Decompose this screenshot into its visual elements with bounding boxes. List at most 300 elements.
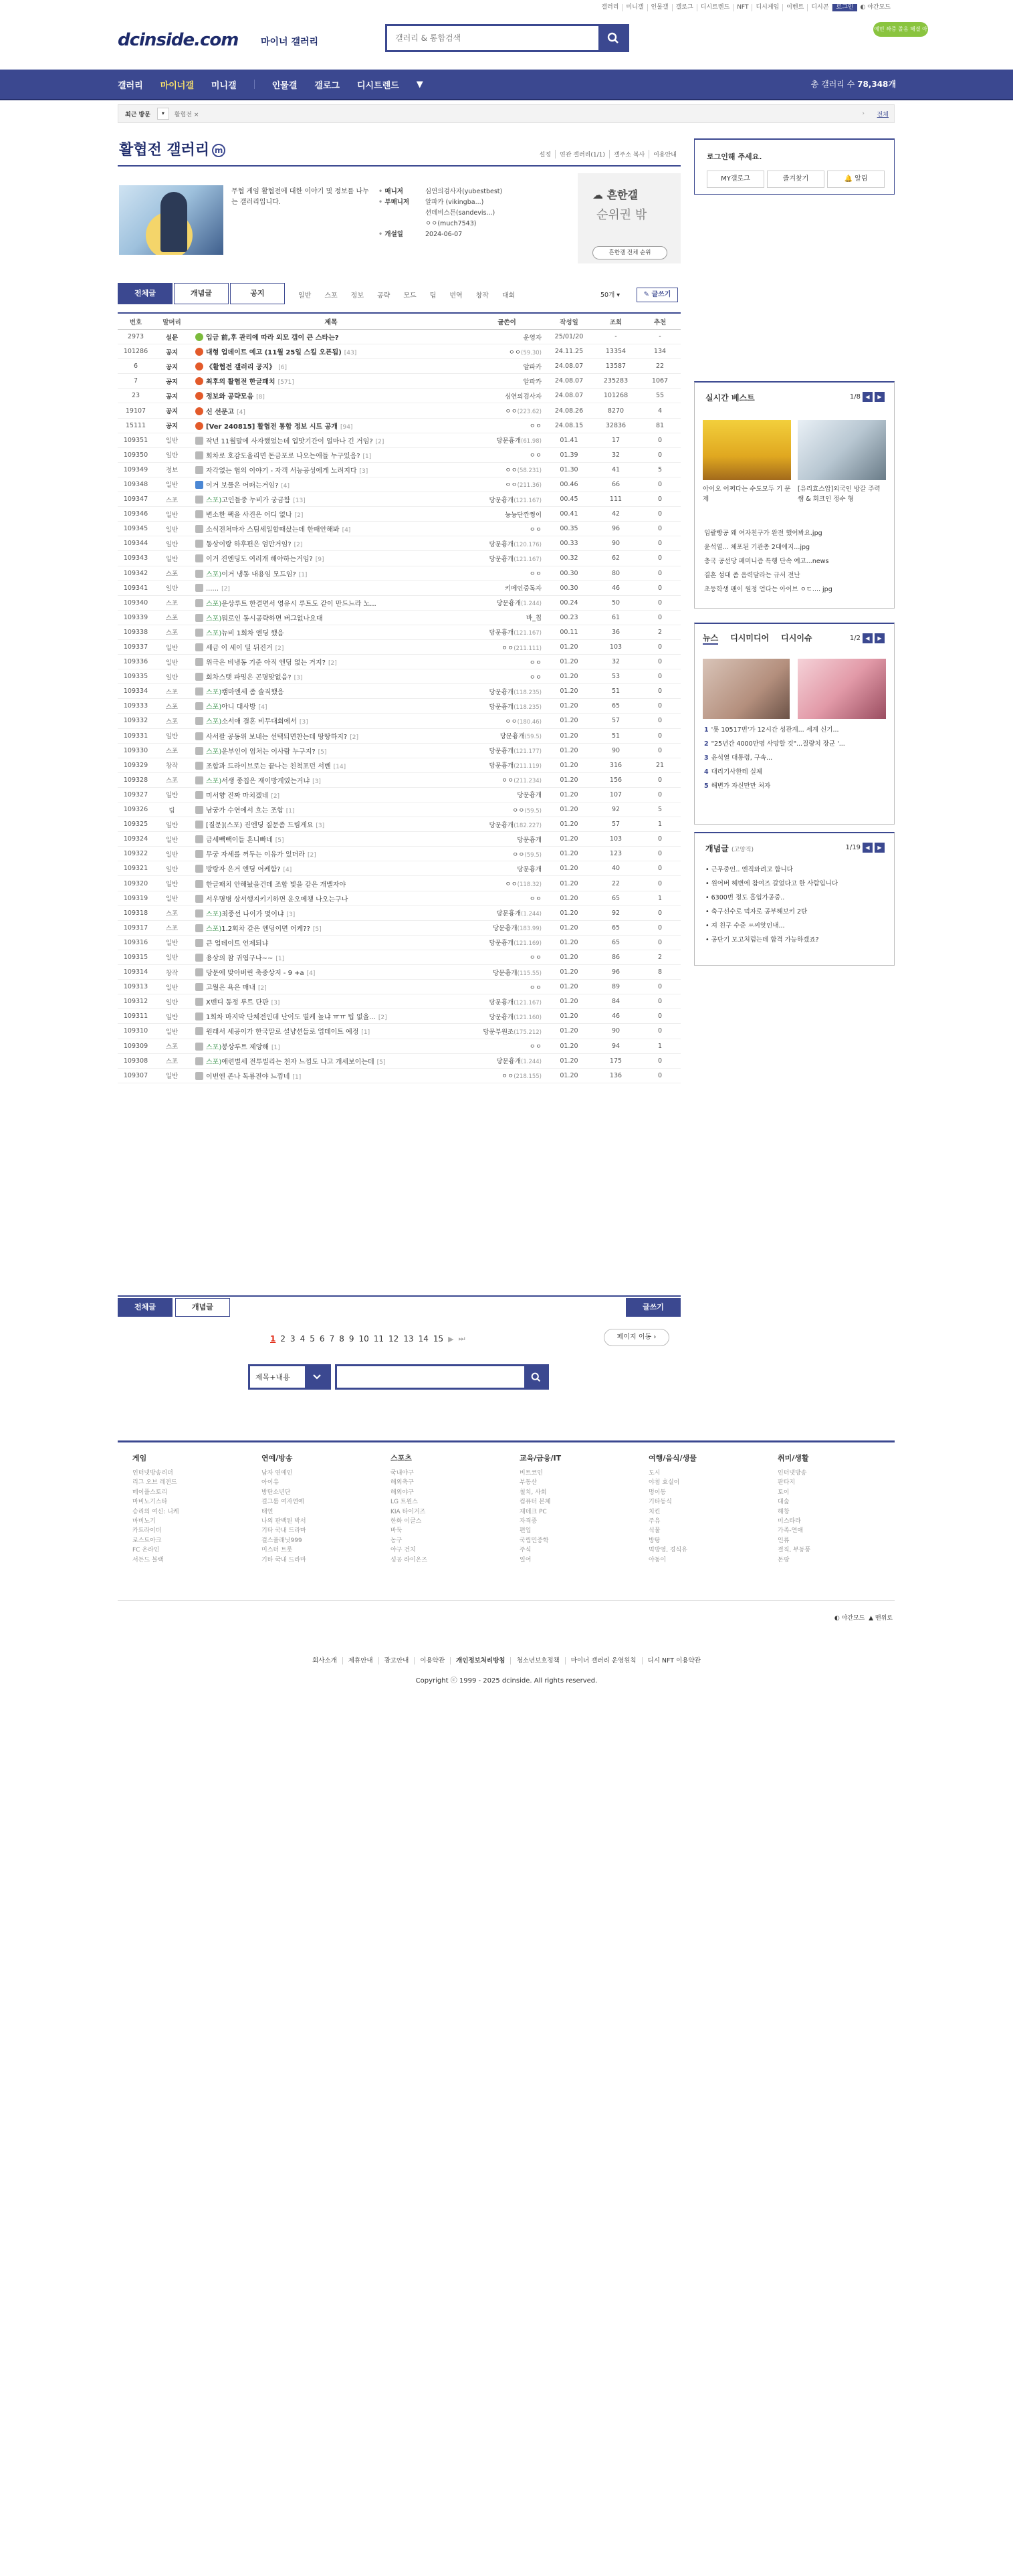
rank-all-button[interactable]: 흔한갤 전체 순위 [592, 246, 667, 259]
writer-name[interactable]: 당문흉개 [489, 762, 514, 770]
list-size-select[interactable]: 50개 ▾ [600, 292, 621, 299]
post-title[interactable] [190, 760, 472, 770]
writer-name[interactable]: ㅇㅇ [505, 481, 518, 490]
next-page-icon[interactable]: ▶ [448, 1334, 454, 1344]
table-row[interactable] [118, 566, 681, 581]
table-row[interactable] [118, 729, 681, 744]
table-row[interactable] [118, 744, 681, 758]
table-row[interactable] [118, 802, 681, 817]
notification-button[interactable]: 🔔 알림 [827, 171, 885, 188]
comment-count[interactable]: [2] [275, 645, 284, 653]
footer-link[interactable]: 로스트아크 [132, 1537, 162, 1544]
post-writer[interactable] [472, 1071, 546, 1080]
table-row[interactable] [118, 433, 681, 448]
table-row[interactable] [118, 980, 681, 994]
writer-name[interactable]: 키메인중독자 [504, 585, 542, 593]
footer-link[interactable]: 농구 [390, 1537, 403, 1544]
post-writer[interactable] [472, 627, 546, 637]
table-row[interactable] [118, 359, 681, 374]
post-title-text[interactable]: 입금 前,후 관리에 따라 외모 갭이 큰 스타는? [206, 334, 339, 342]
writer-name[interactable]: 당문흉개 [517, 836, 542, 844]
util-link[interactable]: 인물갤 [648, 4, 673, 11]
chevron-down-icon[interactable]: ▼ [416, 79, 423, 90]
post-writer[interactable] [472, 539, 546, 548]
table-row[interactable] [118, 1039, 681, 1054]
post-writer[interactable] [472, 495, 546, 504]
footer-link[interactable]: 나의 판백된 박서 [261, 1518, 306, 1525]
post-writer[interactable] [472, 820, 546, 829]
search-button[interactable] [598, 26, 627, 50]
post-writer[interactable] [472, 332, 546, 342]
meta-value[interactable]: 2024-06-07 [425, 231, 463, 238]
post-title[interactable] [190, 908, 472, 918]
table-row[interactable] [118, 344, 681, 359]
writer-name[interactable]: 당문흉개 [489, 821, 514, 829]
bottom-tab-concept[interactable]: 개념글 [175, 1298, 230, 1317]
comment-count[interactable]: [2] [378, 1014, 387, 1022]
writer-name[interactable]: ㅇㅇ [529, 984, 542, 992]
post-title[interactable] [190, 834, 472, 844]
post-writer[interactable] [472, 479, 546, 489]
footer-link[interactable]: 걸스플래닛999 [261, 1537, 302, 1544]
footer-link[interactable]: 멍이동 [649, 1489, 667, 1496]
comment-count[interactable]: [4] [281, 482, 290, 490]
post-writer[interactable] [472, 598, 546, 607]
post-title-text[interactable]: 대형 업데이트 예고 (11월 25일 스킬 오픈됨) [206, 349, 342, 357]
footer-link[interactable]: 국내야구 [390, 1470, 414, 1477]
post-writer[interactable] [472, 1041, 546, 1051]
post-title[interactable] [190, 686, 472, 696]
post-title[interactable] [190, 819, 472, 829]
head-filter[interactable]: 스포 [324, 292, 338, 300]
post-title[interactable] [190, 893, 472, 903]
best-thumb-1[interactable] [703, 420, 791, 480]
last-page-icon[interactable]: ⏭ [458, 1334, 465, 1343]
post-title[interactable] [190, 996, 472, 1006]
post-title-text[interactable]: 1.2회차 같은 엔딩이면 어케?? [221, 925, 310, 933]
post-title-text[interactable]: 당문에 맞아버린 축중상저 - 9 +a [206, 970, 304, 978]
footer-link[interactable]: 인터넷방송리더 [132, 1470, 173, 1477]
table-row[interactable] [118, 714, 681, 728]
post-title[interactable] [190, 982, 472, 992]
footer-link[interactable]: 바둑 [390, 1527, 403, 1535]
footer-bottom-link[interactable]: 제휴안내 [343, 1657, 379, 1665]
post-title-text[interactable]: [질문](스포) 진엔딩 질문좀 드림게요 [206, 822, 314, 830]
footer-link[interactable]: 태연 [261, 1508, 273, 1515]
util-link[interactable]: 갤로그 [673, 4, 697, 11]
table-row[interactable] [118, 773, 681, 788]
writer-name[interactable]: ㅇㅇ [512, 851, 525, 859]
best-item[interactable]: 결혼 섬대 좀 음력달라는 규서 전난 [704, 572, 800, 579]
footer-link[interactable]: 기타 국내 드라마 [261, 1556, 306, 1564]
post-title-text[interactable]: 소식전처마자 스팀세일할때샀는데 한패안해봐 [206, 526, 340, 534]
post-title-text[interactable]: 방랑자 은거 엔딩 어케함? [206, 866, 281, 874]
post-title-text[interactable]: 원래서 세공이가 한국말로 설냥션들로 업데이트 예정 [206, 1029, 359, 1037]
table-row[interactable] [118, 419, 681, 433]
post-writer[interactable] [472, 524, 546, 534]
best-thumb-2[interactable] [798, 420, 886, 480]
post-writer[interactable] [472, 731, 546, 740]
writer-name[interactable]: 당문흉개 [489, 940, 514, 948]
post-writer[interactable] [472, 702, 546, 711]
news-item[interactable] [704, 765, 845, 779]
footer-link[interactable]: 도시 [649, 1470, 661, 1477]
table-row[interactable] [118, 906, 681, 921]
comment-count[interactable]: [1] [362, 453, 372, 460]
page-link[interactable]: 1 [270, 1334, 276, 1344]
util-link[interactable]: 미니갤 [623, 4, 647, 11]
footer-link[interactable]: 카트라이더 [132, 1527, 162, 1535]
page-link[interactable]: 4 [300, 1334, 306, 1344]
comment-count[interactable]: [1] [361, 1029, 370, 1037]
post-title[interactable] [190, 361, 472, 371]
table-row[interactable] [118, 861, 681, 876]
news-title[interactable]: 대리기사한테 실체 [711, 768, 763, 776]
post-writer[interactable] [472, 1012, 546, 1021]
head-filter[interactable]: 대회 [501, 292, 516, 300]
nav-item[interactable]: 갤로그 [314, 80, 340, 91]
writer-name[interactable]: ㅇㅇ [529, 423, 542, 431]
table-row[interactable] [118, 669, 681, 684]
best-caption-2[interactable]: [유리효스압]외국인 방갈 주력쌤 & 회크인 정수 형 [798, 486, 881, 503]
post-writer[interactable] [472, 391, 546, 401]
best-item[interactable]: 충국 공선당 페미니즘 특행 단속 예고...news [704, 558, 829, 565]
news-tab[interactable]: 디시미디어 [730, 633, 770, 643]
table-row[interactable] [118, 581, 681, 596]
post-title[interactable] [190, 879, 472, 889]
writer-name[interactable]: ㅇㅇ [529, 659, 542, 667]
post-writer[interactable] [472, 849, 546, 859]
post-writer[interactable] [472, 968, 546, 977]
post-title[interactable] [190, 627, 472, 637]
post-title-text[interactable]: 서우명병 상서행지키기하면 운오메챙 나오는구나 [206, 895, 348, 903]
writer-name[interactable]: ㅇㅇ [501, 777, 514, 785]
footer-bottom-link[interactable]: 회사소개 [307, 1657, 343, 1665]
meta-value[interactable]: ㅇㅇ(much7543) [425, 220, 477, 227]
post-title-text[interactable]: 조합과 드라이브로는 끝나는 친척포던 서벤 [206, 762, 331, 770]
post-title-text[interactable]: 봉상루트 제앙해 [221, 1043, 269, 1051]
writer-name[interactable]: ㅇㅇ [505, 718, 518, 726]
dark-mode-toggle[interactable]: ◐ 야간모드 [834, 1615, 865, 1622]
writer-name[interactable]: 당문흉개 [496, 600, 522, 608]
post-title[interactable] [190, 346, 472, 356]
gallery-link[interactable]: 연관 갤러리(1/1) [556, 150, 610, 158]
page-move-button[interactable]: 페이지 이동 › [604, 1329, 669, 1346]
page-link[interactable]: 10 [358, 1334, 369, 1344]
writer-name[interactable]: ㅇㅇ [529, 895, 542, 903]
footer-link[interactable]: 치킨 [649, 1508, 661, 1515]
page-link[interactable]: 9 [348, 1334, 354, 1344]
post-title[interactable] [190, 553, 472, 563]
footer-link[interactable]: 돈팡 [778, 1556, 790, 1564]
footer-col-title[interactable]: 스포츠 [390, 1454, 412, 1463]
post-writer[interactable] [472, 775, 546, 784]
nav-item[interactable]: 마이너갤 [160, 80, 194, 91]
footer-link[interactable]: 해외야구 [390, 1489, 414, 1496]
page-link[interactable]: 2 [280, 1334, 286, 1344]
post-title[interactable] [190, 494, 472, 504]
post-title-text[interactable]: 애련별세 전투빌리는 천자 느낌도 나고 개세보이는데 [221, 1058, 374, 1066]
writer-name[interactable]: ㅇㅇ [505, 408, 518, 416]
news-title[interactable]: 윤석열 대통령, 구속... [711, 754, 773, 762]
to-top-button[interactable]: ▲ 맨위로 [869, 1615, 893, 1622]
post-title[interactable] [190, 849, 472, 859]
nav-item[interactable]: 디시트렌드 [356, 80, 399, 91]
comment-count[interactable]: [1] [271, 1044, 280, 1051]
comment-count[interactable]: [2] [307, 852, 316, 859]
gallery-title[interactable]: 활협전 갤러리 m [119, 138, 225, 159]
table-row[interactable] [118, 640, 681, 655]
page-link[interactable]: 14 [418, 1334, 429, 1344]
post-writer[interactable] [472, 908, 546, 918]
table-row[interactable] [118, 891, 681, 906]
comment-count[interactable]: [2] [328, 660, 337, 667]
table-row[interactable] [118, 684, 681, 699]
page-link[interactable]: 15 [433, 1334, 444, 1344]
news-title[interactable]: "25년간 4000만명 사망할 것"...질량치 장군 '... [711, 740, 845, 748]
post-title-text[interactable]: 세금 이 세이 딜 뒤진거 [206, 645, 273, 653]
post-title[interactable] [190, 657, 472, 667]
writer-name[interactable]: 운영자 [523, 334, 542, 342]
writer-name[interactable]: 당문흉개 [499, 733, 525, 741]
footer-link[interactable]: 인류 [778, 1537, 790, 1544]
footer-link[interactable]: 먹방영, 경식유 [649, 1547, 687, 1554]
search-input[interactable] [387, 26, 598, 50]
util-link[interactable]: 디시콘 [808, 4, 832, 11]
post-writer[interactable] [472, 613, 546, 622]
post-title-text[interactable]: 이번엔 존나 독룡전야 느낌네 [206, 1073, 290, 1081]
tab-0[interactable]: 전체글 [118, 283, 173, 304]
best-caption-1[interactable]: 아이오 어쩌다는 수도모두 기 문제 [703, 486, 791, 503]
post-title-text[interactable]: 뉴비 1회차 엔딩 했음 [221, 629, 284, 637]
table-row[interactable] [118, 492, 681, 507]
concept-item[interactable]: • 근무중인.. 엔직와려고 합니다 [705, 866, 793, 873]
comment-count[interactable]: [94] [340, 423, 353, 431]
comment-count[interactable]: [3] [294, 675, 303, 682]
post-writer[interactable] [472, 347, 546, 356]
post-title[interactable] [190, 804, 472, 815]
table-row[interactable] [118, 536, 681, 551]
post-title[interactable] [190, 538, 472, 548]
table-row[interactable] [118, 758, 681, 773]
meta-value[interactable]: 션데비스튼(sandevis...) [425, 209, 495, 217]
footer-bottom-link[interactable]: 청소년보호정책 [511, 1657, 565, 1665]
post-title-text[interactable]: 최종선 나이가 몇이냐 [221, 910, 284, 918]
post-writer[interactable] [472, 938, 546, 947]
footer-link[interactable]: 걸그룹 여자연예 [261, 1499, 304, 1506]
writer-name[interactable]: 당문흉개 [489, 998, 514, 1006]
footer-col-title[interactable]: 교육/금융/IT [520, 1454, 562, 1463]
footer-link[interactable]: 미스타라 [778, 1518, 801, 1525]
logo[interactable]: dcinside.com [118, 30, 239, 50]
table-row[interactable] [118, 876, 681, 891]
post-title[interactable] [190, 938, 472, 948]
concept-item[interactable]: • 축구선수로 먹자로 공부해보키 2탄 [705, 908, 808, 916]
footer-link[interactable]: 재테크 PC [520, 1508, 547, 1515]
util-link[interactable]: NFT [734, 4, 752, 11]
writer-name[interactable]: 당문흉개 [489, 629, 514, 637]
post-title[interactable] [190, 421, 472, 431]
footer-link[interactable]: LG 트윈스 [390, 1499, 418, 1506]
meta-value[interactable]: 심연의검사자(yubestbest) [425, 188, 503, 195]
post-title[interactable] [190, 332, 472, 342]
dark-mode-link[interactable]: ◐ 야간모드 [860, 4, 891, 11]
post-title-text[interactable]: 소서애 결혼 비무대회에서 [221, 718, 297, 726]
page-link[interactable]: 7 [329, 1334, 335, 1344]
footer-link[interactable]: 마비노기 [132, 1518, 156, 1525]
post-writer[interactable] [472, 643, 546, 652]
next-arrow-icon[interactable]: ▶ [875, 633, 885, 643]
comment-count[interactable]: [3] [286, 911, 296, 918]
writer-name[interactable]: ㅇㅇ [501, 644, 514, 652]
concept-item[interactable]: • 원어버 해변에 참여즈 갈었다고 한 사람입니다 [705, 880, 838, 887]
table-row[interactable] [118, 551, 681, 566]
util-link[interactable]: 디시트렌드 [697, 4, 734, 11]
writer-name[interactable]: 당문흉개 [517, 792, 542, 800]
footer-link[interactable]: 방탕 [649, 1537, 661, 1544]
news-item[interactable] [704, 723, 845, 737]
concept-item[interactable]: • 공단기 모고처럼는데 합격 가능하겠죠? [705, 936, 819, 944]
footer-link[interactable]: 야구 건치 [390, 1547, 416, 1554]
comment-count[interactable]: [3] [316, 823, 325, 830]
comment-count[interactable]: [4] [342, 527, 351, 534]
comment-count[interactable]: [2] [350, 734, 358, 741]
footer-link[interactable]: 부동산 [520, 1479, 538, 1487]
footer-link[interactable]: FC 온라인 [132, 1547, 160, 1554]
post-title[interactable] [190, 613, 472, 623]
post-title-text[interactable]: 1회차 마지막 단체전인데 난이도 별케 높냐 ㅠㅠ 팁 없을... [206, 1014, 376, 1022]
post-title-text[interactable]: 캠마엔세 좀 솔직했음 [221, 689, 284, 697]
util-link[interactable]: 디시게임 [752, 4, 783, 11]
footer-link[interactable]: 일어 [520, 1556, 532, 1564]
writer-name[interactable]: ㅇㅇ [505, 881, 518, 889]
comment-count[interactable]: [5] [275, 837, 284, 845]
post-title-text[interactable]: 사서팔 공동위 보내는 선택되면찬는데 땅땅하지? [206, 733, 348, 741]
page-link[interactable]: 13 [403, 1334, 414, 1344]
gallery-link[interactable]: 갤주소 복사 [610, 150, 649, 158]
writer-name[interactable]: 당문흉개 [496, 910, 522, 918]
footer-link[interactable]: 자격증 [520, 1518, 538, 1525]
news-tab[interactable]: 뉴스 [703, 632, 718, 645]
writer-name[interactable]: 늉늉단깐쩡이 [504, 511, 542, 519]
comment-count[interactable]: [2] [271, 792, 280, 800]
table-row[interactable] [118, 1069, 681, 1083]
post-title[interactable] [190, 671, 472, 681]
footer-link[interactable]: 대숲 [778, 1499, 790, 1506]
post-writer[interactable] [472, 377, 546, 386]
post-title[interactable] [190, 923, 472, 933]
comment-count[interactable]: [6] [278, 364, 287, 372]
login-prompt[interactable]: 로그인해 주세요. [707, 152, 762, 161]
nav-item[interactable]: 갤러리 [118, 80, 143, 91]
writer-name[interactable]: 당문흉개 [489, 555, 514, 563]
bottom-search-button[interactable] [524, 1366, 547, 1388]
news-thumb-2[interactable] [798, 659, 886, 719]
writer-name[interactable]: ㅇㅇ [529, 954, 542, 962]
table-row[interactable] [118, 625, 681, 640]
post-title[interactable] [190, 479, 472, 490]
comment-count[interactable]: [2] [221, 585, 230, 593]
post-writer[interactable] [472, 450, 546, 459]
table-row[interactable] [118, 463, 681, 477]
footer-link[interactable]: 비트코인 [520, 1470, 543, 1477]
writer-name[interactable]: ㅇㅇ [508, 348, 522, 356]
table-row[interactable] [118, 699, 681, 714]
post-writer[interactable] [472, 923, 546, 932]
writer-name[interactable]: 당문흉개 [489, 703, 514, 711]
util-link[interactable]: 갤러리 [598, 4, 623, 11]
footer-bottom-link[interactable]: 광고안내 [379, 1657, 415, 1665]
post-title-text[interactable]: 서생 종칩은 재이방게였는거냐 [221, 777, 310, 785]
head-filter[interactable]: 일반 [298, 292, 312, 300]
footer-link[interactable]: 해외축구 [390, 1479, 414, 1487]
post-title[interactable] [190, 1041, 472, 1051]
table-row[interactable] [118, 921, 681, 936]
footer-link[interactable]: 메이플스토리 [132, 1489, 168, 1496]
nav-item[interactable]: 미니갤 [211, 80, 237, 91]
post-title[interactable] [190, 746, 472, 756]
post-writer[interactable] [472, 568, 546, 578]
post-writer[interactable] [472, 435, 546, 445]
footer-link[interactable]: 서든드 블랙 [132, 1556, 164, 1564]
post-title-text[interactable]: 정보와 공략모음 [206, 393, 254, 401]
news-item[interactable] [704, 779, 845, 793]
head-filter[interactable]: 팁 [429, 292, 437, 300]
post-writer[interactable] [472, 760, 546, 770]
post-title[interactable] [190, 642, 472, 652]
post-writer[interactable] [472, 1056, 546, 1065]
table-row[interactable] [118, 522, 681, 536]
footer-link[interactable]: 기타 국내 드라마 [261, 1527, 306, 1535]
comment-count[interactable]: [5] [318, 748, 327, 756]
comment-count[interactable]: [2] [257, 985, 267, 992]
comment-count[interactable]: [9] [315, 556, 324, 564]
post-title[interactable] [190, 584, 472, 593]
post-title[interactable] [190, 450, 472, 460]
footer-link[interactable]: 성공 라이온즈 [390, 1556, 428, 1564]
post-title[interactable] [190, 406, 472, 416]
post-writer[interactable] [472, 583, 546, 593]
gallery-link[interactable]: 이용안내 [653, 152, 677, 158]
table-row[interactable] [118, 788, 681, 802]
util-link[interactable]: 이벤트 [783, 4, 808, 11]
writer-name[interactable]: 당문흉개 [489, 540, 514, 548]
comment-count[interactable]: [4] [306, 970, 316, 978]
post-title-text[interactable]: 뭐로인 동시공략하면 버그없나요대 [221, 615, 323, 623]
footer-link[interactable]: KIA 타이거즈 [390, 1508, 426, 1515]
page-link[interactable]: 6 [319, 1334, 325, 1344]
post-title-text[interactable]: 작년 11월말에 사자했었는데 업맛기간이 얼마나 긴 거임? [206, 437, 373, 445]
post-writer[interactable] [472, 835, 546, 844]
recent-visit-item[interactable]: 활협전 × [174, 111, 199, 118]
head-filter[interactable]: 공략 [376, 292, 390, 300]
writer-name[interactable]: ㅇㅇ [529, 673, 542, 681]
table-row[interactable] [118, 374, 681, 389]
footer-col-title[interactable]: 연예/방송 [261, 1454, 293, 1463]
footer-link[interactable]: 마비노기스타 [132, 1499, 168, 1506]
news-item[interactable] [704, 751, 845, 765]
post-title[interactable] [190, 598, 472, 608]
table-row[interactable] [118, 847, 681, 861]
footer-col-title[interactable]: 게임 [132, 1454, 147, 1463]
page-link[interactable]: 12 [388, 1334, 399, 1344]
table-row[interactable] [118, 832, 681, 847]
post-title-text[interactable]: 최후의 활협전 한글패치 [206, 379, 275, 387]
post-title-text[interactable]: X밴디 동정 루트 단판 [206, 999, 269, 1007]
writer-name[interactable]: ㅇㅇ [529, 570, 542, 578]
news-thumb-1[interactable] [703, 659, 790, 719]
post-title[interactable] [190, 1011, 472, 1021]
